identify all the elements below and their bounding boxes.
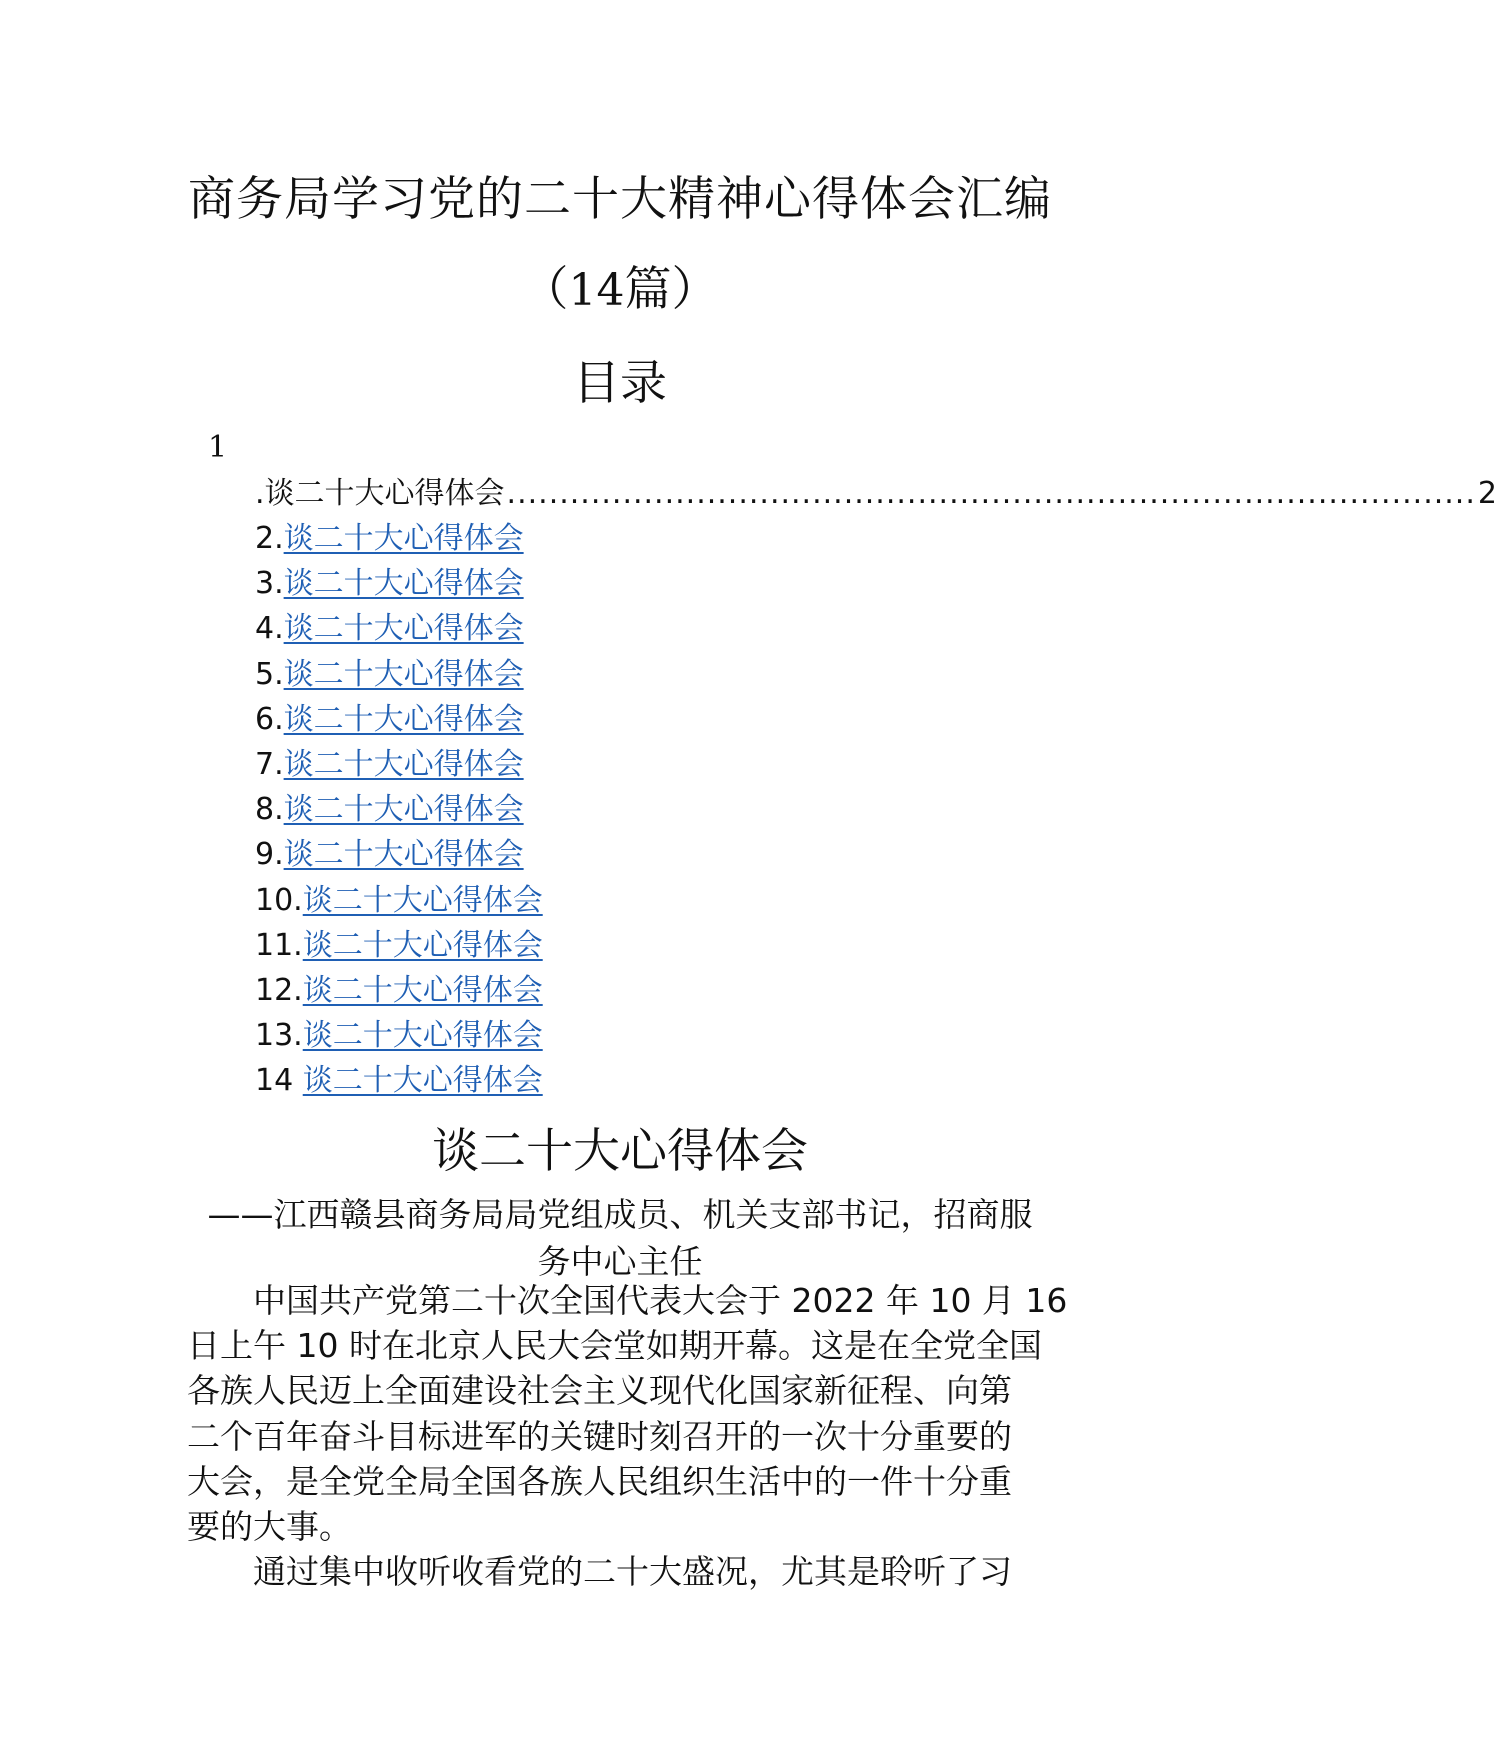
toc-entry-1[interactable] — [255, 473, 1497, 515]
toc-entry — [255, 1013, 543, 1058]
toc-entry-link[interactable]: 谈二十大心得体会 — [283, 701, 524, 737]
toc-entry — [255, 787, 543, 832]
toc-dot-leader: ............................................................................................ — [506, 476, 1476, 511]
paragraph-line: 二个百年奋斗目标进军的关键时刻召开的一次十分重要的 — [187, 1416, 1012, 1456]
toc-entry-number: 5. — [255, 656, 284, 692]
toc-entry — [255, 878, 543, 923]
toc-entry — [255, 968, 543, 1013]
toc-entry-link[interactable]: 谈二十大心得体会 — [302, 1063, 543, 1099]
toc-entry-link[interactable]: 谈二十大心得体会 — [302, 927, 543, 963]
toc-entry-link[interactable]: 谈二十大心得体会 — [283, 746, 524, 782]
toc-entry — [255, 1058, 543, 1103]
toc-entry — [255, 652, 543, 697]
toc-entry-number: 7. — [255, 746, 284, 782]
toc-entry — [255, 606, 543, 651]
count-unit: 篇 — [624, 262, 672, 317]
toc-entry-link[interactable]: 谈二十大心得体会 — [283, 521, 524, 556]
document-title: 商务局学习党的二十大精神心得体会汇编 — [188, 172, 1052, 227]
toc-entry-number: 4. — [255, 611, 284, 647]
paragraph-line: 要的大事。 — [187, 1507, 352, 1547]
count-open-paren: （ — [521, 262, 569, 317]
toc-entry-title: .谈二十大心得体会 — [255, 476, 505, 511]
article-body — [187, 1278, 1068, 1594]
paragraph-line: 大会，是全党全局全国各族人民组织生活中的一件十分重 — [187, 1461, 1012, 1501]
toc-entry-link[interactable]: 谈二十大心得体会 — [302, 972, 543, 1008]
toc-page-number: 2 — [1477, 476, 1497, 511]
toc-first-number: 1 — [208, 430, 228, 465]
toc-entry-number: 10. — [255, 882, 303, 918]
toc-entry-number: 11. — [255, 927, 303, 963]
article-author-line-2: 务中心主任 — [537, 1242, 703, 1281]
toc-entry-link[interactable]: 谈二十大心得体会 — [283, 792, 524, 828]
article-count — [0, 258, 1240, 323]
toc-entry-number: 14 — [255, 1063, 303, 1099]
paragraph-line: 通过集中收听收看党的二十大盛况，尤其是聆听了习 — [253, 1552, 1012, 1592]
toc-entry-link[interactable]: 谈二十大心得体会 — [283, 611, 524, 647]
count-close-paren: ） — [671, 262, 719, 317]
toc-entry — [255, 832, 543, 877]
article-paragraph-2 — [187, 1549, 1053, 1594]
article-paragraph-1 — [187, 1278, 1068, 1549]
toc-entry — [255, 742, 543, 787]
article-title: 谈二十大心得体会 — [432, 1124, 808, 1179]
paragraph-line: 中国共产党第二十次全国代表大会于 2022 年 10 月 16 — [253, 1281, 1068, 1320]
toc-entry — [255, 923, 543, 968]
toc-entry-link[interactable]: 谈二十大心得体会 — [283, 837, 524, 873]
toc-entry — [255, 516, 543, 561]
toc-entry-number: 9. — [255, 837, 284, 873]
toc-entry-link[interactable]: 谈二十大心得体会 — [302, 882, 543, 918]
toc-entry-number: 13. — [255, 1018, 303, 1054]
toc-heading: 目录 — [573, 356, 667, 411]
paragraph-line: 日上午 10 时在北京人民大会堂如期开幕。这是在全党全国 — [187, 1326, 1042, 1366]
toc-entry-number: 8. — [255, 792, 284, 828]
paragraph-line: 各族人民迈上全面建设社会主义现代化国家新征程、向第 — [187, 1371, 1012, 1411]
toc-entry — [255, 561, 543, 606]
count-number: 14 — [568, 265, 625, 316]
article-author-line-1: ——江西赣县商务局局党组成员、机关支部书记，招商服 — [207, 1195, 1033, 1234]
toc-entry-number: 3. — [255, 566, 284, 602]
toc-entry-number: 12. — [255, 972, 303, 1008]
toc-entry — [255, 697, 543, 742]
toc-list — [255, 516, 543, 1103]
toc-entry-link[interactable]: 谈二十大心得体会 — [283, 656, 524, 692]
toc-entry-number: 2. — [255, 521, 284, 556]
toc-entry-link[interactable]: 谈二十大心得体会 — [283, 566, 524, 602]
toc-entry-number: 6. — [255, 701, 284, 737]
toc-entry-link[interactable]: 谈二十大心得体会 — [302, 1018, 543, 1054]
